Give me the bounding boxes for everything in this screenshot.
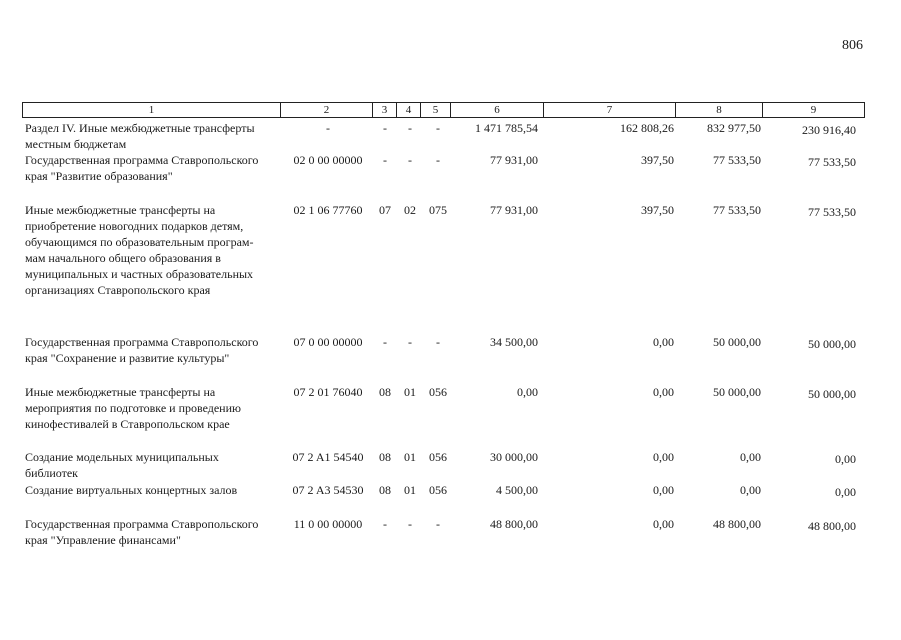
value-cell-9: 48 800,00 [808, 519, 856, 533]
name-line: мам начального общего образования в [25, 251, 221, 265]
value-cell-8: 48 800,00 [713, 517, 761, 531]
name-line: Создание виртуальных концертных залов [25, 483, 238, 497]
value-cell-9: 230 916,40 [802, 123, 856, 137]
subsection-cell: - [408, 121, 412, 135]
section-cell: - [383, 153, 387, 167]
value-cell-6: 0,00 [517, 385, 538, 399]
section-cell: 08 [379, 385, 391, 399]
header-cell-2: 2 [281, 103, 373, 117]
subsection-cell: - [408, 517, 412, 531]
name-line: края "Сохранение и развитие культуры" [25, 351, 230, 365]
header-cell-3: 3 [373, 103, 397, 117]
name-line: Раздел IV. Иные межбюджетные трансферты [25, 121, 255, 135]
code-cell: 07 2 01 76040 [293, 385, 363, 399]
code-cell: - [326, 121, 330, 135]
value-cell-6: 30 000,00 [490, 450, 538, 464]
name-line: Государственная программа Ставропольского [25, 153, 259, 167]
code-cell: 11 0 00 00000 [293, 517, 363, 531]
value-cell-7: 0,00 [653, 450, 674, 464]
header-cell-6: 6 [451, 103, 544, 117]
header-cell-9: 9 [810, 104, 817, 116]
value-cell-7: 397,50 [641, 153, 674, 167]
name-cell [25, 334, 279, 366]
value-cell-6: 77 931,00 [490, 203, 538, 217]
expense-type-cell: 056 [429, 483, 447, 497]
name-line: Создание модельных муниципальных [25, 450, 219, 464]
name-line: библиотек [25, 466, 78, 480]
value-cell-9: 50 000,00 [808, 387, 856, 401]
header-cell-1: 1 [23, 103, 281, 117]
name-cell [25, 516, 279, 548]
code-cell: 07 0 00 00000 [293, 335, 363, 349]
expense-type-cell: - [436, 517, 440, 531]
subsection-cell: 02 [404, 203, 416, 217]
value-cell-8: 832 977,50 [707, 121, 761, 135]
name-cell [25, 202, 279, 298]
name-cell [25, 482, 279, 498]
name-line: местным бюджетам [25, 137, 127, 151]
name-line: Государственная программа Ставропольского [25, 335, 259, 349]
name-cell [25, 384, 279, 432]
value-cell-8: 50 000,00 [713, 335, 761, 349]
name-cell [25, 120, 279, 152]
subsection-cell: 01 [404, 483, 416, 497]
name-line: Иные межбюджетные трансферты на [25, 203, 216, 217]
section-cell: 08 [379, 450, 391, 464]
expense-type-cell: 056 [429, 385, 447, 399]
code-cell: 02 1 06 77760 [293, 203, 363, 217]
name-line: Государственная программа Ставропольского [25, 517, 259, 531]
section-cell: - [383, 517, 387, 531]
header-cell-7: 7 [544, 103, 676, 117]
value-cell-8: 0,00 [740, 450, 761, 464]
header-cell-5: 5 [421, 103, 451, 117]
code-cell: 07 2 A1 54540 [292, 450, 364, 464]
subsection-cell: 01 [404, 450, 416, 464]
value-cell-7: 0,00 [653, 385, 674, 399]
name-line: организациях Ставропольского края [25, 283, 211, 297]
expense-type-cell: 056 [429, 450, 447, 464]
value-cell-9: 0,00 [835, 452, 856, 466]
name-line: края "Управление финансами" [25, 533, 181, 547]
page-number: 806 [842, 38, 863, 53]
value-cell-7: 0,00 [653, 517, 674, 531]
value-cell-7: 0,00 [653, 483, 674, 497]
value-cell-9: 77 533,50 [808, 205, 856, 219]
value-cell-8: 77 533,50 [713, 203, 761, 217]
name-line: мероприятия по подготовке и проведению [25, 401, 241, 415]
name-line: обучающимся по образовательным програм- [25, 235, 254, 249]
section-cell: 08 [379, 483, 391, 497]
header-cell-8: 8 [676, 103, 763, 117]
name-line: кинофестивалей в Ставропольском крае [25, 417, 230, 431]
header-cell-4: 4 [397, 103, 421, 117]
subsection-cell: 01 [404, 385, 416, 399]
name-line: муниципальных и частных образовательных [25, 267, 254, 281]
code-cell: 02 0 00 00000 [293, 153, 363, 167]
value-cell-6: 77 931,00 [490, 153, 538, 167]
value-cell-7: 397,50 [641, 203, 674, 217]
expense-type-cell: - [436, 121, 440, 135]
name-cell [25, 152, 279, 184]
name-line: приобретение новогодних подарков детям, [25, 219, 244, 233]
value-cell-6: 48 800,00 [490, 517, 538, 531]
name-line: Иные межбюджетные трансферты на [25, 385, 216, 399]
value-cell-8: 0,00 [740, 483, 761, 497]
value-cell-7: 162 808,26 [620, 121, 674, 135]
name-cell [25, 449, 279, 481]
value-cell-9: 77 533,50 [808, 155, 856, 169]
value-cell-7: 0,00 [653, 335, 674, 349]
value-cell-6: 4 500,00 [496, 483, 538, 497]
expense-type-cell: - [436, 153, 440, 167]
section-cell: - [383, 335, 387, 349]
subsection-cell: - [408, 335, 412, 349]
expense-type-cell: 075 [429, 203, 447, 217]
value-cell-8: 77 533,50 [713, 153, 761, 167]
name-line: края "Развитие образования" [25, 169, 173, 183]
code-cell: 07 2 A3 54530 [292, 483, 364, 497]
value-cell-6: 34 500,00 [490, 335, 538, 349]
subsection-cell: - [408, 153, 412, 167]
section-cell: 07 [379, 203, 391, 217]
value-cell-9: 50 000,00 [808, 337, 856, 351]
value-cell-6: 1 471 785,54 [475, 121, 538, 135]
section-cell: - [383, 121, 387, 135]
expense-type-cell: - [436, 335, 440, 349]
table-header [22, 102, 865, 118]
value-cell-8: 50 000,00 [713, 385, 761, 399]
value-cell-9: 0,00 [835, 485, 856, 499]
